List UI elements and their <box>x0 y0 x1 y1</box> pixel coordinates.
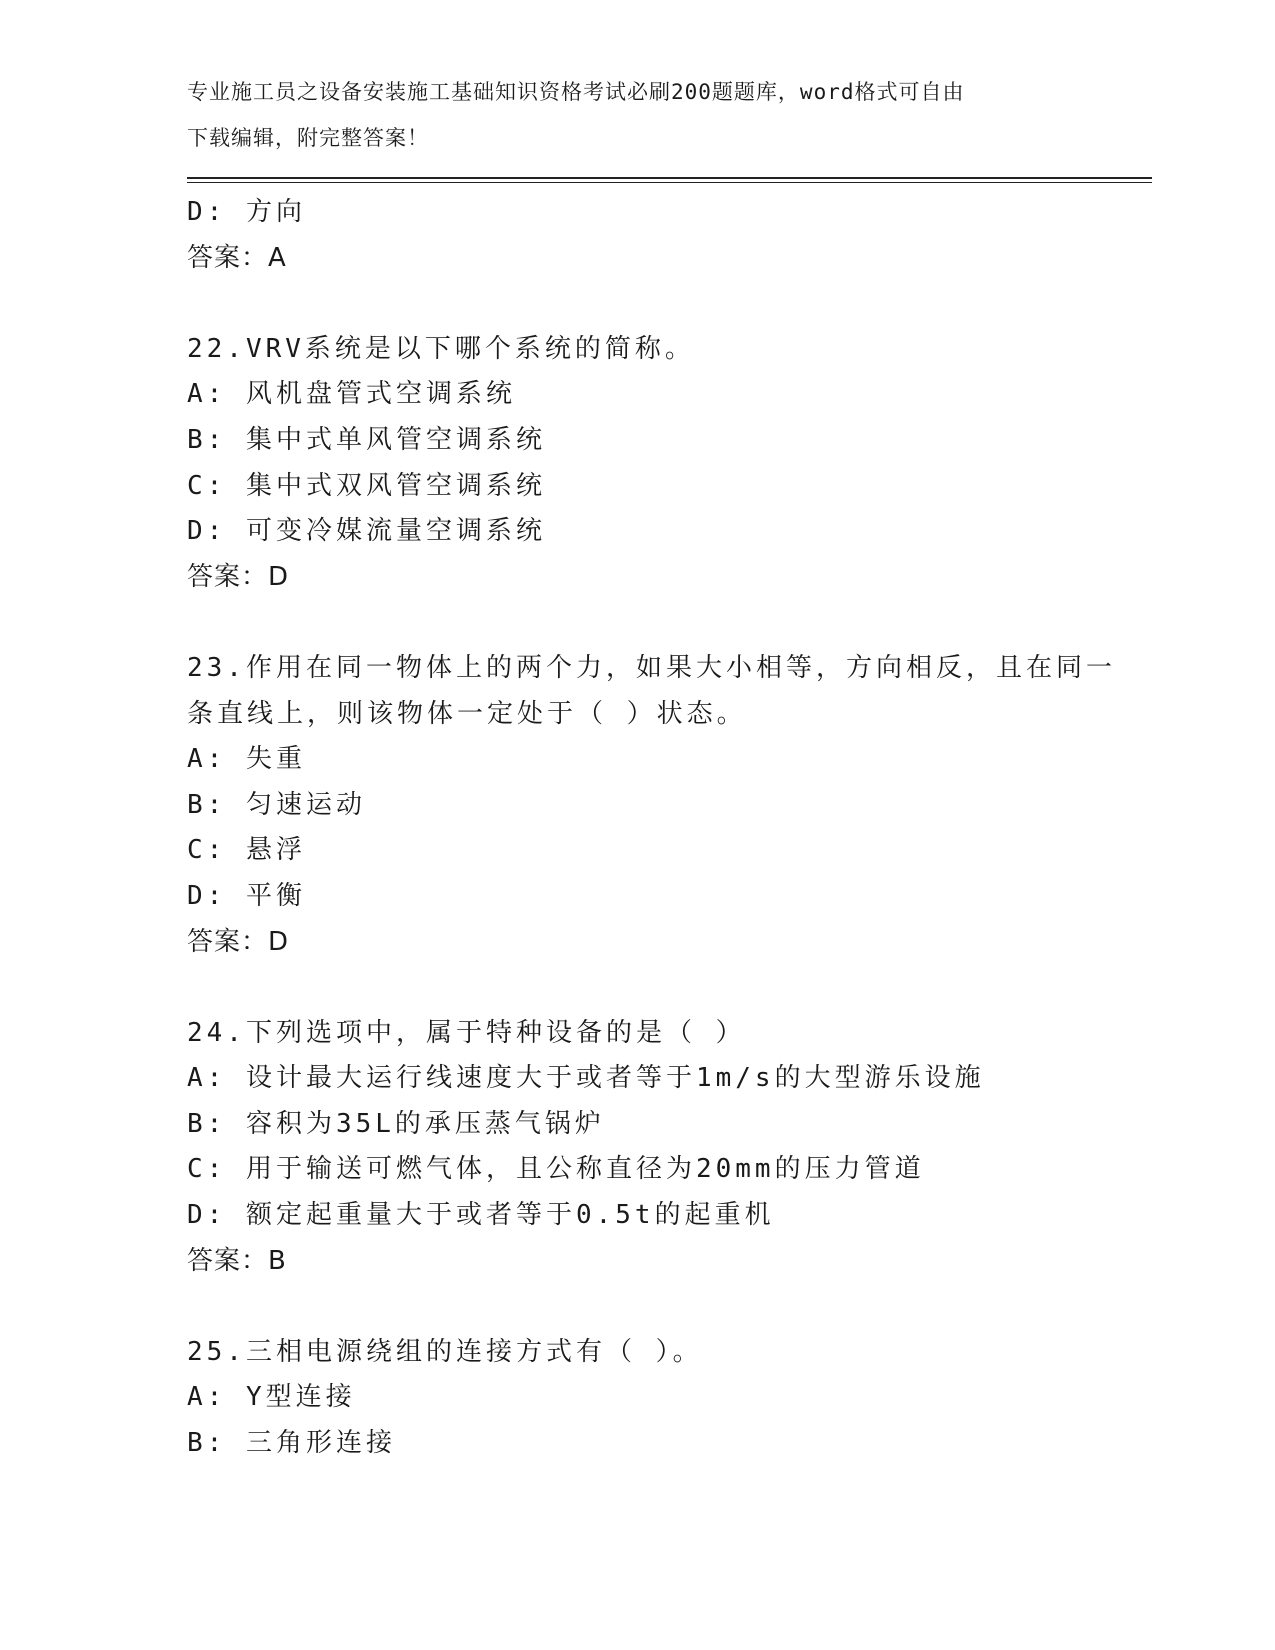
spacer <box>187 600 1147 646</box>
option-d: D: 平衡 <box>187 880 306 911</box>
option-b: B: 集中式单风管空调系统 <box>187 424 546 455</box>
option-a: A: 失重 <box>187 744 306 775</box>
option-d: D: 可变冷媒流量空调系统 <box>187 516 546 547</box>
answer-line: 答案：D <box>187 926 290 957</box>
question-block <box>187 646 1147 965</box>
option-a: A: 设计最大运行线速度大于或者等于1m/s的大型游乐设施 <box>187 1063 985 1094</box>
question-stem: 24.下列选项中，属于特种设备的是（ ） <box>187 1017 746 1048</box>
option-b: B: 三角形连接 <box>187 1428 396 1459</box>
answer-line: 答案：A <box>187 242 287 273</box>
question-stem: 25.三相电源绕组的连接方式有（ ）。 <box>187 1336 703 1367</box>
document-header <box>187 70 1087 161</box>
option-c: C: 集中式双风管空调系统 <box>187 470 546 501</box>
spacer <box>187 281 1147 327</box>
spacer <box>187 1284 1147 1330</box>
option-a: A: 风机盘管式空调系统 <box>187 379 516 410</box>
option-c: C: 悬浮 <box>187 835 306 866</box>
option-c: C: 用于输送可燃气体，且公称直径为20mm的压力管道 <box>187 1154 925 1185</box>
header-divider-thick <box>187 177 1152 179</box>
spacer <box>187 965 1147 1011</box>
question-stem: 23.作用在同一物体上的两个力，如果大小相等，方向相反，且在同一 <box>187 652 1116 683</box>
question-stem: 22.VRV系统是以下哪个系统的简称。 <box>187 333 695 364</box>
option-a: A: Y型连接 <box>187 1382 356 1413</box>
option-b: B: 容积为35L的承压蒸气锅炉 <box>187 1108 605 1139</box>
option-d: D: 方向 <box>187 197 306 227</box>
answer-line: 答案：D <box>187 561 290 592</box>
answer-line: 答案：B <box>187 1245 287 1276</box>
option-d: D: 额定起重量大于或者等于0.5t的起重机 <box>187 1200 775 1231</box>
option-b: B: 匀速运动 <box>187 789 366 820</box>
question-block <box>187 1011 1147 1285</box>
header-line-1: 专业施工员之设备安装施工基础知识资格考试必刷200题题库，word格式可自由 <box>187 80 965 104</box>
question-block <box>187 327 1147 601</box>
header-line-2: 下载编辑，附完整答案！ <box>187 125 429 150</box>
question-list <box>187 190 1147 1467</box>
question-block <box>187 1330 1147 1467</box>
question-stem-continued: 条直线上，则该物体一定处于（ ）状态。 <box>187 698 747 729</box>
header-divider-thin <box>187 182 1152 183</box>
